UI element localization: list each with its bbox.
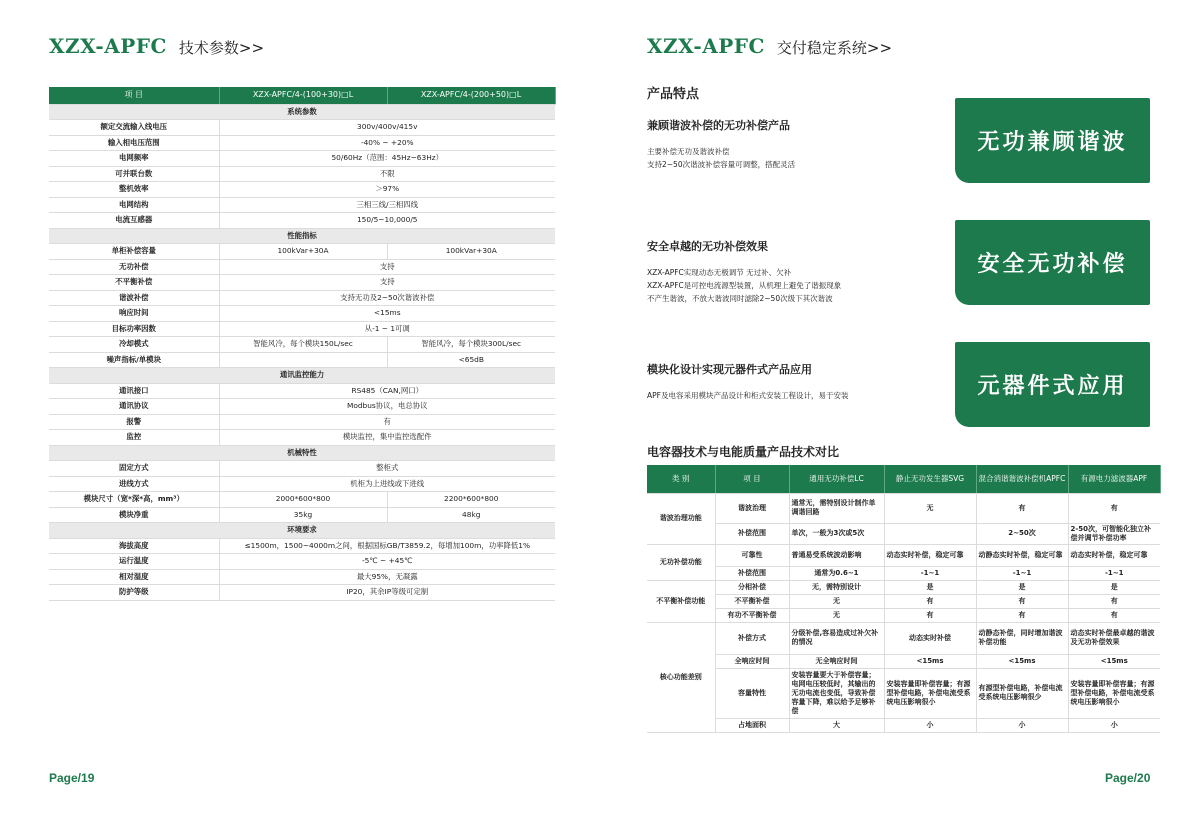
- comparison-cell: 安装容量要大于补偿容量；电网电压较低时，其输出的无功电流也变低，导致补偿容量下降，难以给予足够补偿: [789, 668, 884, 718]
- spec-label: 通讯接口: [49, 383, 219, 399]
- spec-label: 模块净重: [49, 507, 219, 523]
- spec-header-cell: XZX-APFC/4-(100+30)□L: [219, 87, 387, 104]
- spec-label: 响应时间: [49, 306, 219, 322]
- comparison-cell: 动态实时补偿最卓越的谐波及无功补偿效果: [1068, 622, 1160, 654]
- feature-line: XZX-APFC是可控电流源型装置，从机理上避免了谐振现象: [647, 281, 842, 290]
- comparison-header-row: [647, 465, 1160, 493]
- brand-title: XZX-APFC: [49, 34, 167, 58]
- spec-label: 电流互感器: [49, 213, 219, 229]
- comparison-cell: -1~1: [1068, 566, 1160, 580]
- spec-row: [49, 135, 555, 151]
- spec-row: [49, 259, 555, 275]
- comparison-category: 谐波治理功能: [647, 493, 715, 544]
- feature-banner: 元器件式应用: [955, 342, 1150, 427]
- spec-row: [49, 430, 555, 446]
- spec-row: [49, 461, 555, 477]
- comparison-cell: 通常为0.6~1: [789, 566, 884, 580]
- comparison-cell: -1~1: [976, 566, 1068, 580]
- comparison-header-cell: 有源电力滤波器APF: [1068, 465, 1160, 493]
- spec-value: ＞97%: [219, 182, 555, 198]
- comparison-cell: 有: [884, 608, 976, 622]
- spec-row: [49, 166, 555, 182]
- comparison-cell: 有: [976, 493, 1068, 523]
- spec-label: 整机效率: [49, 182, 219, 198]
- spec-value: 100kVar+30A: [219, 244, 387, 260]
- spec-value: 智能风冷，每个模块300L/sec: [387, 337, 555, 353]
- comparison-cell: 可靠性: [715, 544, 789, 566]
- spec-row: [49, 337, 555, 353]
- comparison-row: [647, 608, 1160, 622]
- spec-value: 48kg: [387, 507, 555, 523]
- spec-section-row: [49, 523, 555, 539]
- feature-block: [647, 238, 947, 305]
- spec-label: 噪声指标/单模块: [49, 352, 219, 368]
- comparison-row: [647, 580, 1160, 594]
- comparison-cell: 无: [789, 608, 884, 622]
- spec-row: [49, 306, 555, 322]
- comparison-category: 不平衡补偿功能: [647, 580, 715, 622]
- spec-value: 整柜式: [219, 461, 555, 477]
- spec-row: [49, 383, 555, 399]
- spec-row: [49, 507, 555, 523]
- spec-value: 机柜为上进线或下进线: [219, 476, 555, 492]
- spec-value: [219, 352, 387, 368]
- comparison-cell: 2~50次: [976, 523, 1068, 544]
- comparison-cell: 动态实时补偿: [884, 622, 976, 654]
- comparison-cell: 普通易受系统波动影响: [789, 544, 884, 566]
- spec-header-row: [49, 87, 555, 104]
- spec-value: 2200*600*800: [387, 492, 555, 508]
- spec-label: 运行温度: [49, 554, 219, 570]
- comparison-cell: 分级补偿,容易造成过补欠补的情况: [789, 622, 884, 654]
- comparison-cell: 2-50次，可智能化独立补偿并调节补偿功率: [1068, 523, 1160, 544]
- spec-label: 冷却模式: [49, 337, 219, 353]
- comparison-row: [647, 493, 1160, 523]
- spec-value: 300v/400v/415v: [219, 120, 555, 136]
- comparison-cell: 无: [884, 493, 976, 523]
- comparison-cell: 有: [976, 594, 1068, 608]
- spec-value: -40% ~ +20%: [219, 135, 555, 151]
- spec-row: [49, 120, 555, 136]
- comparison-cell: [884, 523, 976, 544]
- spec-section-title: 环境要求: [49, 523, 555, 539]
- comparison-cell: 有: [976, 608, 1068, 622]
- comparison-cell: <15ms: [976, 654, 1068, 668]
- comparison-cell: 无，需特别设计: [789, 580, 884, 594]
- comparison-category: 无功补偿功能: [647, 544, 715, 580]
- spec-value: Modbus协议，电总协议: [219, 399, 555, 415]
- feature-title: 兼顾谐波补偿的无功补偿产品: [647, 119, 790, 132]
- comparison-cell: 动静态实时补偿，稳定可靠: [976, 544, 1068, 566]
- spec-label: 报警: [49, 414, 219, 430]
- spec-label: 谐波补偿: [49, 290, 219, 306]
- feature-title: 模块化设计实现元器件式产品应用: [647, 363, 812, 376]
- feature-line: XZX-APFC实现动态无极调节 无过补、欠补: [647, 268, 792, 277]
- comparison-cell: 是: [884, 580, 976, 594]
- spec-value: 支持无功及2~50次谐波补偿: [219, 290, 555, 306]
- comparison-cell: 单次，一般为3次或5次: [789, 523, 884, 544]
- brand-title: XZX-APFC: [647, 34, 765, 58]
- comparison-cell: 分相补偿: [715, 580, 789, 594]
- spec-value: <15ms: [219, 306, 555, 322]
- spec-value: 有: [219, 414, 555, 430]
- spec-section-title: 性能指标: [49, 228, 555, 244]
- spec-section-row: [49, 228, 555, 244]
- comparison-cell: 不平衡补偿: [715, 594, 789, 608]
- spec-value: 100kVar+30A: [387, 244, 555, 260]
- feature-title: 安全卓越的无功补偿效果: [647, 240, 768, 253]
- spec-row: [49, 290, 555, 306]
- section-subtitle: 交付稳定系统>>: [776, 39, 893, 57]
- spec-row: [49, 569, 555, 585]
- spec-header-cell: 项 目: [49, 87, 219, 104]
- comparison-cell: 全响应时间: [715, 654, 789, 668]
- comparison-cell: 占地面积: [715, 718, 789, 732]
- spec-label: 输入相电压范围: [49, 135, 219, 151]
- comparison-header-cell: 通用无功补偿LC: [789, 465, 884, 493]
- spec-row: [49, 321, 555, 337]
- spec-header-cell: XZX-APFC/4-(200+50)□L: [387, 87, 555, 104]
- spec-row: [49, 197, 555, 213]
- comparison-cell: 补偿范围: [715, 523, 789, 544]
- spec-section-title: 系统参数: [49, 104, 555, 120]
- spec-label: 电网结构: [49, 197, 219, 213]
- comparison-cell: 是: [1068, 580, 1160, 594]
- spec-label: 防护等级: [49, 585, 219, 601]
- comparison-cell: <15ms: [884, 654, 976, 668]
- right-page-header: [647, 34, 892, 58]
- comparison-row: [647, 654, 1160, 668]
- spec-label: 通讯协议: [49, 399, 219, 415]
- comparison-cell: 动态实时补偿，稳定可靠: [1068, 544, 1160, 566]
- comparison-cell: 有: [1068, 493, 1160, 523]
- spec-row: [49, 538, 555, 554]
- page-number: Page/19: [49, 771, 95, 785]
- spec-label: 电网频率: [49, 151, 219, 167]
- spec-row: [49, 151, 555, 167]
- spec-row: [49, 554, 555, 570]
- comparison-cell: 无: [789, 594, 884, 608]
- features-title: 产品特点: [647, 87, 700, 102]
- spec-value: 从-1 ~ 1可调: [219, 321, 555, 337]
- comparison-row: [647, 566, 1160, 580]
- feature-line: 不产生谐波，不放大谐波同时滤除2~50次级下其次谐波: [647, 294, 833, 303]
- comparison-row: [647, 594, 1160, 608]
- spec-value: 不限: [219, 166, 555, 182]
- comparison-cell: 动静态补偿，同时增加谐波补偿功能: [976, 622, 1068, 654]
- spec-section-row: [49, 368, 555, 384]
- spec-value: IP20，其余IP等级可定制: [219, 585, 555, 601]
- spec-row: [49, 275, 555, 291]
- comparison-cell: 小: [884, 718, 976, 732]
- comparison-category: 核心功能差别: [647, 622, 715, 732]
- comparison-header-cell: 项 目: [715, 465, 789, 493]
- comparison-cell: 容量特性: [715, 668, 789, 718]
- spec-label: 监控: [49, 430, 219, 446]
- comparison-cell: <15ms: [1068, 654, 1160, 668]
- spec-label: 模块尺寸（宽*深*高，mm³）: [49, 492, 219, 508]
- spec-row: [49, 399, 555, 415]
- left-page-header: [49, 34, 264, 58]
- spec-table: [49, 87, 556, 601]
- comparison-cell: 小: [976, 718, 1068, 732]
- comparison-header-cell: 混合消谐谐波补偿机APFC: [976, 465, 1068, 493]
- spec-label: 进线方式: [49, 476, 219, 492]
- feature-line: APF及电容采用模块产品设计和柜式安装工程设计，易于安装: [647, 391, 849, 400]
- comparison-header-cell: 静止无功发生器SVG: [884, 465, 976, 493]
- comparison-title: 电容器技术与电能质量产品技术对比: [647, 445, 840, 459]
- spec-value: 2000*600*800: [219, 492, 387, 508]
- feature-line: 主要补偿无功及谐波补偿: [647, 147, 730, 156]
- comparison-cell: 有功不平衡补偿: [715, 608, 789, 622]
- comparison-row: [647, 523, 1160, 544]
- comparison-cell: 安装容量即补偿容量；有源型补偿电路，补偿电流受系统电压影响很小: [884, 668, 976, 718]
- spec-label: 不平衡补偿: [49, 275, 219, 291]
- page-number: Page/20: [1105, 771, 1151, 785]
- comparison-cell: 有: [1068, 594, 1160, 608]
- spec-value: 50/60Hz（范围：45Hz~63Hz）: [219, 151, 555, 167]
- feature-block: [647, 361, 947, 402]
- spec-row: [49, 244, 555, 260]
- comparison-cell: 补偿方式: [715, 622, 789, 654]
- comparison-cell: 安装容量即补偿容量；有源型补偿电路，补偿电流受系统电压影响很小: [1068, 668, 1160, 718]
- spec-value: 支持: [219, 275, 555, 291]
- spec-row: [49, 352, 555, 368]
- spec-section-title: 机械特性: [49, 445, 555, 461]
- spec-section-row: [49, 445, 555, 461]
- spec-value: 150/5~10,000/5: [219, 213, 555, 229]
- spec-label: 单柜补偿容量: [49, 244, 219, 260]
- feature-line: 支持2~50次谐波补偿容量可调整，搭配灵活: [647, 160, 796, 169]
- spec-label: 海拔高度: [49, 538, 219, 554]
- spec-value: 最大95%，无凝露: [219, 569, 555, 585]
- spec-row: [49, 182, 555, 198]
- spec-label: 可并联台数: [49, 166, 219, 182]
- spec-value: 支持: [219, 259, 555, 275]
- comparison-cell: 有: [884, 594, 976, 608]
- spec-value: 35kg: [219, 507, 387, 523]
- spec-value: 三相三线/三相四线: [219, 197, 555, 213]
- comparison-header-cell: 类 别: [647, 465, 715, 493]
- spec-row: [49, 476, 555, 492]
- comparison-cell: 有: [1068, 608, 1160, 622]
- comparison-table: [647, 465, 1161, 733]
- spec-row: [49, 414, 555, 430]
- comparison-row: [647, 668, 1160, 718]
- spec-label: 额定交流输入线电压: [49, 120, 219, 136]
- spec-label: 相对湿度: [49, 569, 219, 585]
- spec-row: [49, 492, 555, 508]
- comparison-cell: 是: [976, 580, 1068, 594]
- spec-row: [49, 585, 555, 601]
- spec-label: 目标功率因数: [49, 321, 219, 337]
- feature-banner: 安全无功补偿: [955, 220, 1150, 305]
- spec-value: ≤1500m，1500~4000m之间，根据国标GB/T3859.2，每增加100m，功率降低1%: [219, 538, 555, 554]
- comparison-cell: 谐波治理: [715, 493, 789, 523]
- comparison-cell: 大: [789, 718, 884, 732]
- comparison-row: [647, 622, 1160, 654]
- comparison-row: [647, 718, 1160, 732]
- spec-section-row: [49, 104, 555, 120]
- spec-value: 模块监控，集中监控选配件: [219, 430, 555, 446]
- comparison-cell: 无全响应时间: [789, 654, 884, 668]
- spec-row: [49, 213, 555, 229]
- feature-block: [647, 117, 947, 171]
- spec-section-title: 通讯监控能力: [49, 368, 555, 384]
- spec-value: 智能风冷，每个模块150L/sec: [219, 337, 387, 353]
- comparison-row: [647, 544, 1160, 566]
- comparison-cell: 小: [1068, 718, 1160, 732]
- spec-label: 固定方式: [49, 461, 219, 477]
- comparison-cell: 有源型补偿电路，补偿电流受系统电压影响很少: [976, 668, 1068, 718]
- spec-value: <65dB: [387, 352, 555, 368]
- section-subtitle: 技术参数>>: [178, 39, 265, 57]
- spec-value: -5℃ ~ +45℃: [219, 554, 555, 570]
- comparison-cell: 动态实时补偿，稳定可靠: [884, 544, 976, 566]
- right-page: [600, 0, 1200, 819]
- comparison-cell: 补偿范围: [715, 566, 789, 580]
- comparison-cell: -1~1: [884, 566, 976, 580]
- feature-banner: 无功兼顾谐波: [955, 98, 1150, 183]
- spec-label: 无功补偿: [49, 259, 219, 275]
- comparison-cell: 通常无，需特别设计制作单调谐回路: [789, 493, 884, 523]
- spec-value: RS485（CAN,网口）: [219, 383, 555, 399]
